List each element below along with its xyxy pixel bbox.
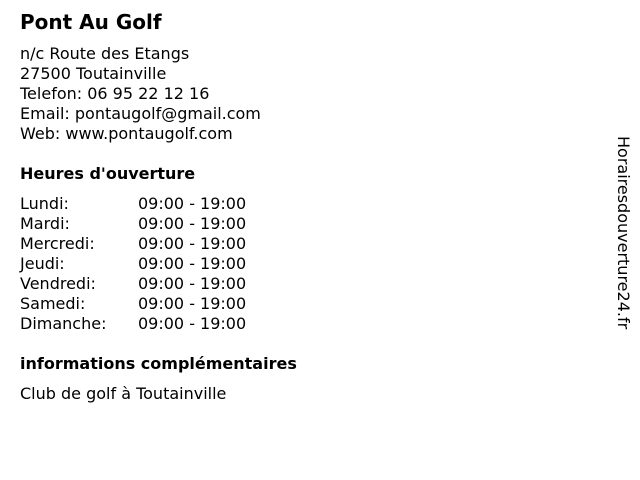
time-range: 09:00 - 19:00 [138,274,247,293]
additional-info-text: Club de golf à Toutainville [20,384,227,403]
hours-row-monday [20,194,246,214]
day-label: Samedi: [20,294,86,313]
time-range: 09:00 - 19:00 [138,254,247,273]
day-label: Dimanche: [20,314,107,333]
address-line-city: 27500 Toutainville [20,64,167,83]
day-label: Mercredi: [20,234,95,253]
contact-block [20,44,261,144]
day-label: Vendredi: [20,274,96,293]
opening-hours-heading: Heures d'ouverture [20,164,196,183]
hours-row-saturday [20,294,246,314]
hours-row-wednesday [20,234,246,254]
time-range: 09:00 - 19:00 [138,294,247,313]
day-label: Mardi: [20,214,70,233]
additional-info-heading: informations complémentaires [20,354,297,373]
time-range: 09:00 - 19:00 [138,234,247,253]
address-line-street: n/c Route des Etangs [20,44,190,63]
hours-row-sunday [20,314,246,334]
time-range: 09:00 - 19:00 [138,314,247,333]
time-range: 09:00 - 19:00 [138,194,247,213]
email-address: Email: pontaugolf@gmail.com [20,104,261,123]
hours-row-friday [20,274,246,294]
day-label: Jeudi: [20,254,65,273]
business-name: Pont Au Golf [20,10,162,34]
site-watermark: Horairesdouverture24.fr [614,136,633,330]
day-label: Lundi: [20,194,69,213]
opening-hours-table [20,194,246,334]
hours-row-thursday [20,254,246,274]
website-address: Web: www.pontaugolf.com [20,124,233,143]
time-range: 09:00 - 19:00 [138,214,247,233]
hours-row-tuesday [20,214,246,234]
phone-number: Telefon: 06 95 22 12 16 [20,84,210,103]
